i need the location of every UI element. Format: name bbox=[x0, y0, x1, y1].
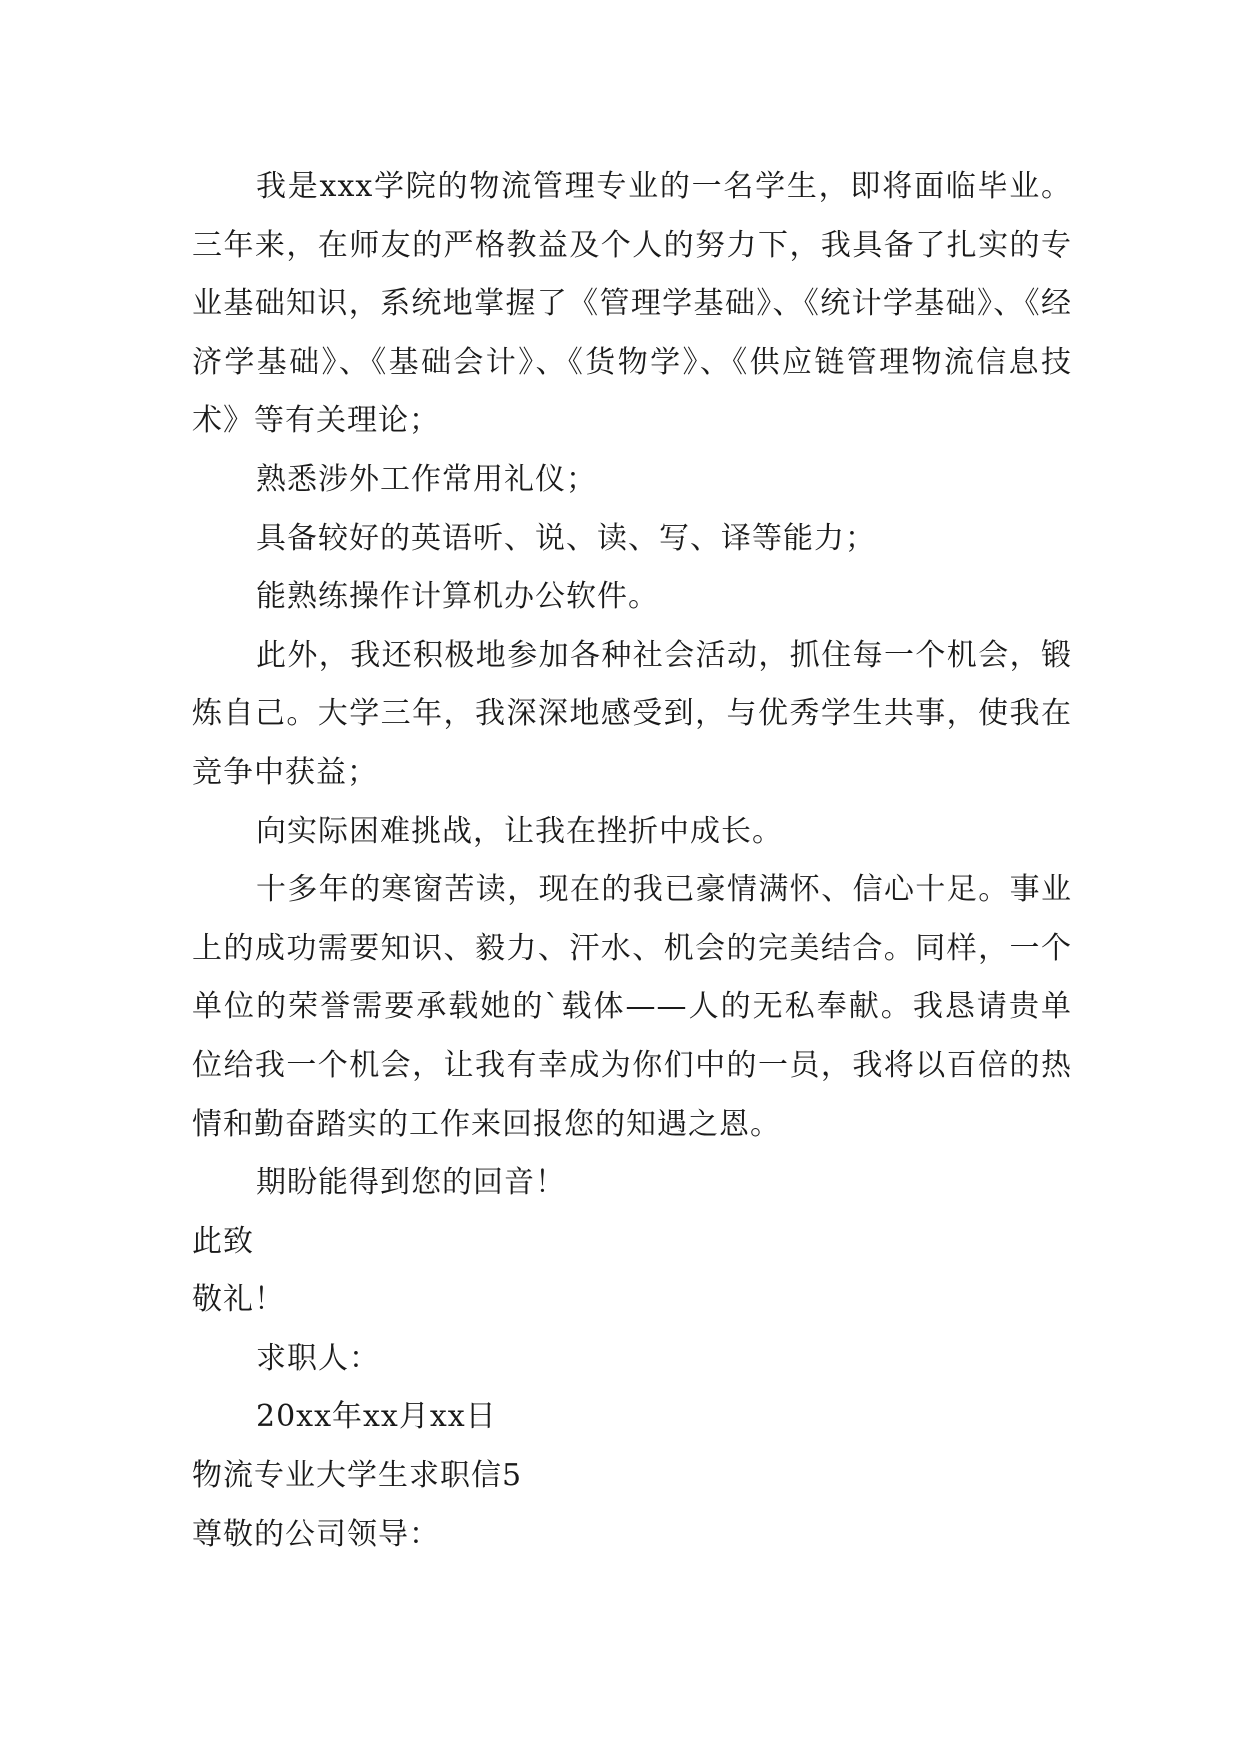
section-title: 物流专业大学生求职信5 bbox=[192, 1458, 523, 1494]
paragraph-aspiration: 十多年的寒窗苦读，现在的我已豪情满怀、信心十足。事业上的成功需要知识、毅力、汗水、机会的完美结合。同样，一个单位的荣誉需要承载她的`载体——人的无私奉献。我恳请贵单位给我一个机会，让我有幸成为你们中的一员，我将以百倍的热情和勤奋踏实的工作来回报您的知遇之恩。 bbox=[192, 872, 1072, 1142]
closing-salutation: 此致 bbox=[192, 1223, 254, 1259]
applicant-label: 求职人： bbox=[256, 1340, 380, 1376]
letter-date: 20xx年xx月xx日 bbox=[256, 1399, 497, 1435]
closing-regards: 敬礼！ bbox=[192, 1282, 285, 1318]
greeting: 尊敬的公司领导： bbox=[192, 1516, 440, 1552]
paragraph-english: 具备较好的英语听、说、读、写、译等能力； bbox=[256, 520, 876, 556]
paragraph-challenge: 向实际困难挑战，让我在挫折中成长。 bbox=[256, 813, 783, 849]
paragraph-hope: 期盼能得到您的回音！ bbox=[256, 1165, 566, 1201]
paragraph-activities: 此外，我还积极地参加各种社会活动，抓住每一个机会，锻炼自己。大学三年，我深深地感受到，与优秀学生共事，使我在竞争中获益； bbox=[192, 637, 1072, 790]
paragraph-intro: 我是xxx学院的物流管理专业的一名学生，即将面临毕业。三年来，在师友的严格教益及个人的努力下，我具备了扎实的专业基础知识，系统地掌握了《管理学基础》、《统计学基础》、《经济学基础》、《基础会计》、《货物学》、《供应链管理物流信息技术》等有关理论； bbox=[192, 169, 1072, 439]
paragraph-computer: 能熟练操作计算机办公软件。 bbox=[256, 579, 659, 615]
paragraph-etiquette: 熟悉涉外工作常用礼仪； bbox=[256, 461, 597, 497]
letter-body bbox=[192, 158, 1072, 1564]
